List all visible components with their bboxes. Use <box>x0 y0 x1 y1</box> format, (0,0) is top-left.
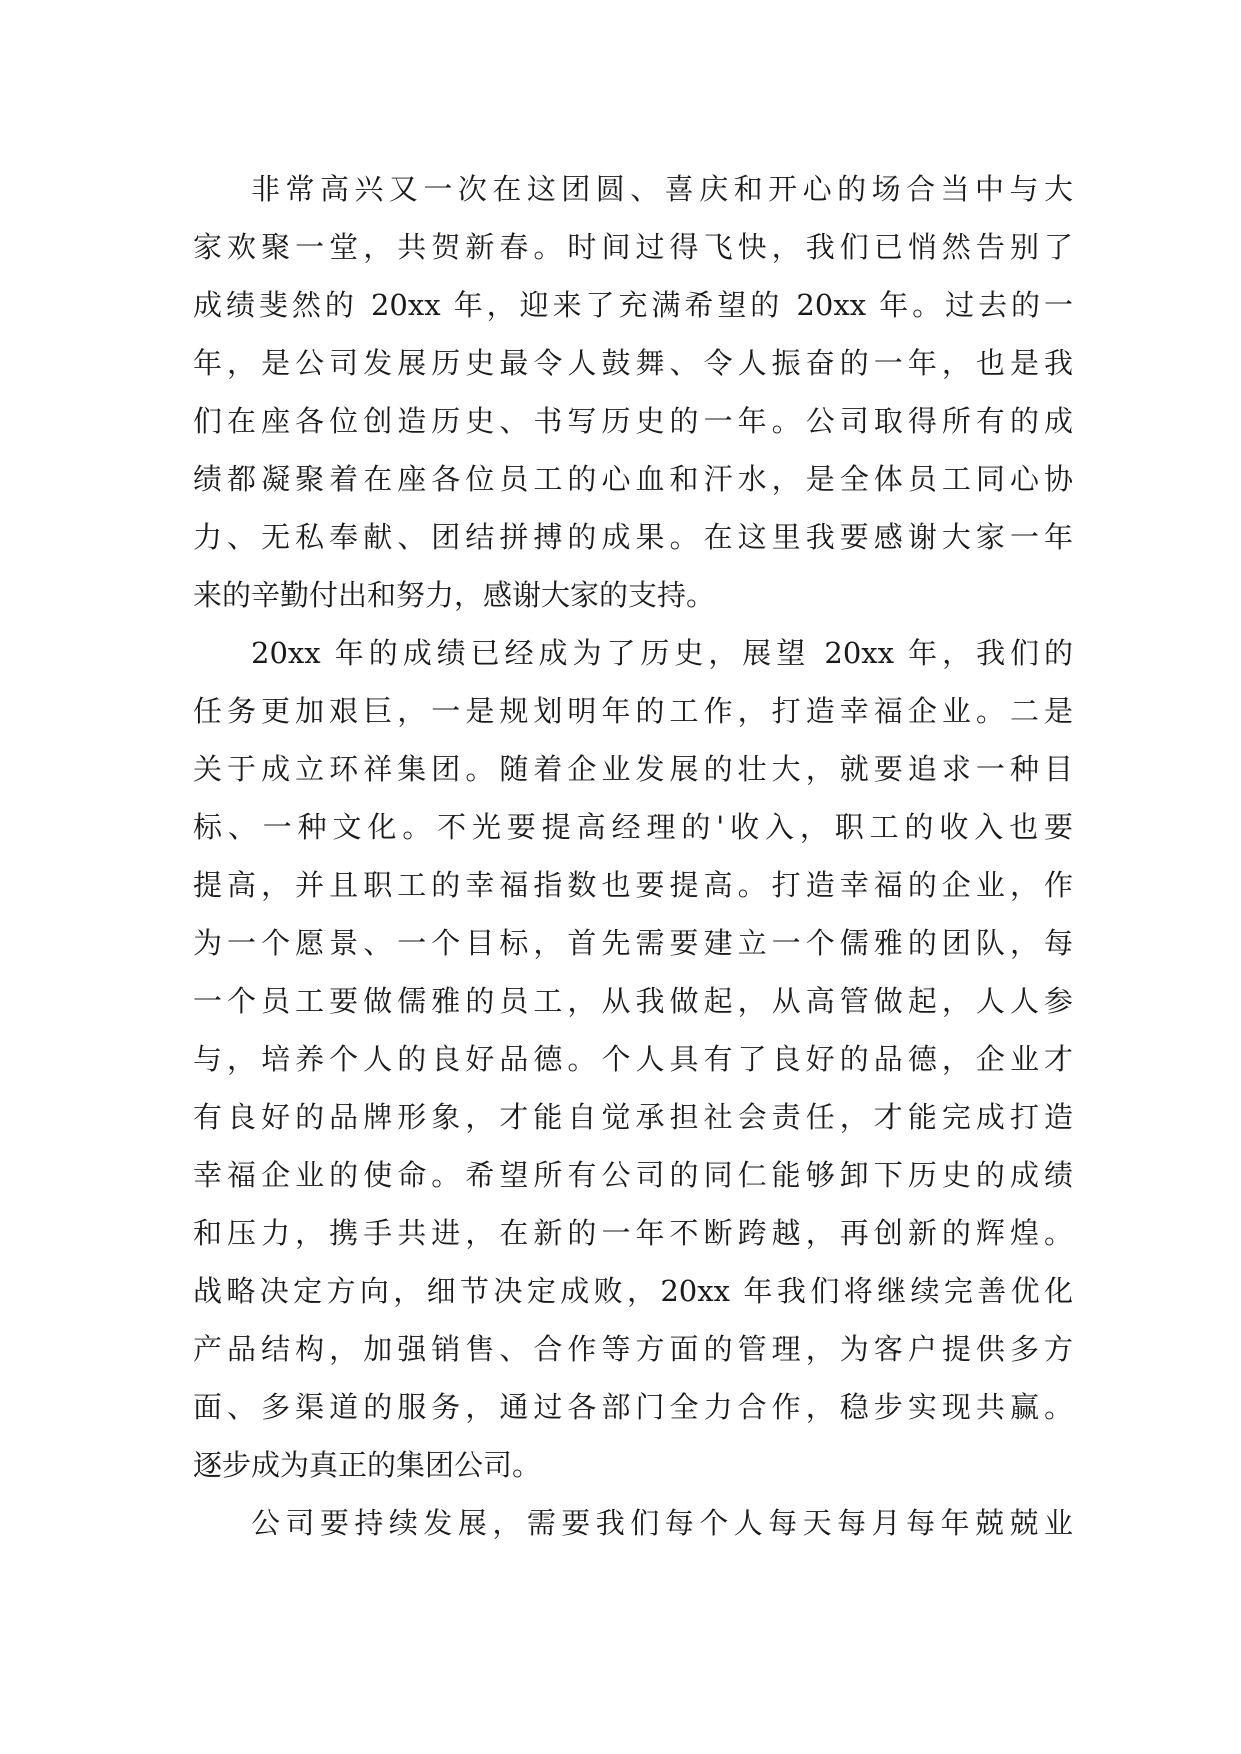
text-line: 成绩斐然的 20xx 年，迎来了充满希望的 20xx 年。过去的一 <box>193 288 1073 322</box>
text-line: 产品结构，加强销售、合作等方面的管理，为客户提供多方 <box>193 1332 1073 1366</box>
text-line: 一个员工要做儒雅的员工，从我做起，从高管做起，人人参 <box>193 984 1073 1018</box>
text-line: 有良好的品牌形象，才能自觉承担社会责任，才能完成打造 <box>193 1100 1073 1134</box>
text-line: 逐步成为真正的集团公司。 <box>193 1448 542 1482</box>
text-line: 来的辛勤付出和努力，感谢大家的支持。 <box>193 578 716 612</box>
text-line: 提高，并且职工的幸福指数也要提高。打造幸福的企业，作 <box>193 868 1073 902</box>
text-line: 为一个愿景、一个目标，首先需要建立一个儒雅的团队，每 <box>193 926 1073 960</box>
text-line: 任务更加艰巨，一是规划明年的工作，打造幸福企业。二是 <box>193 694 1073 728</box>
text-line: 非常高兴又一次在这团圆、喜庆和开心的场合当中与大 <box>251 172 1073 206</box>
text-line: 和压力，携手共进，在新的一年不断跨越，再创新的辉煌。 <box>193 1216 1073 1250</box>
text-line: 力、无私奉献、团结拼搏的成果。在这里我要感谢大家一年 <box>193 520 1073 554</box>
document-body <box>193 160 1073 1552</box>
text-line: 标、一种文化。不光要提高经理的'收入，职工的收入也要 <box>193 810 1073 844</box>
text-line: 战略决定方向，细节决定成败，20xx 年我们将继续完善优化 <box>193 1274 1073 1308</box>
text-line: 与，培养个人的良好品德。个人具有了良好的品德，企业才 <box>193 1042 1073 1076</box>
text-line: 绩都凝聚着在座各位员工的心血和汗水，是全体员工同心协 <box>193 462 1073 496</box>
text-line: 们在座各位创造历史、书写历史的一年。公司取得所有的成 <box>193 404 1073 438</box>
text-line: 幸福企业的使命。希望所有公司的同仁能够卸下历史的成绩 <box>193 1158 1073 1192</box>
text-line: 公司要持续发展，需要我们每个人每天每月每年兢兢业 <box>251 1506 1073 1540</box>
text-line: 家欢聚一堂，共贺新春。时间过得飞快，我们已悄然告别了 <box>193 230 1073 264</box>
text-line: 关于成立环祥集团。随着企业发展的壮大，就要追求一种目 <box>193 752 1073 786</box>
text-line: 20xx 年的成绩已经成为了历史，展望 20xx 年，我们的 <box>251 636 1073 670</box>
text-line: 面、多渠道的服务，通过各部门全力合作，稳步实现共赢。 <box>193 1390 1073 1424</box>
text-line: 年，是公司发展历史最令人鼓舞、令人振奋的一年，也是我 <box>193 346 1073 380</box>
